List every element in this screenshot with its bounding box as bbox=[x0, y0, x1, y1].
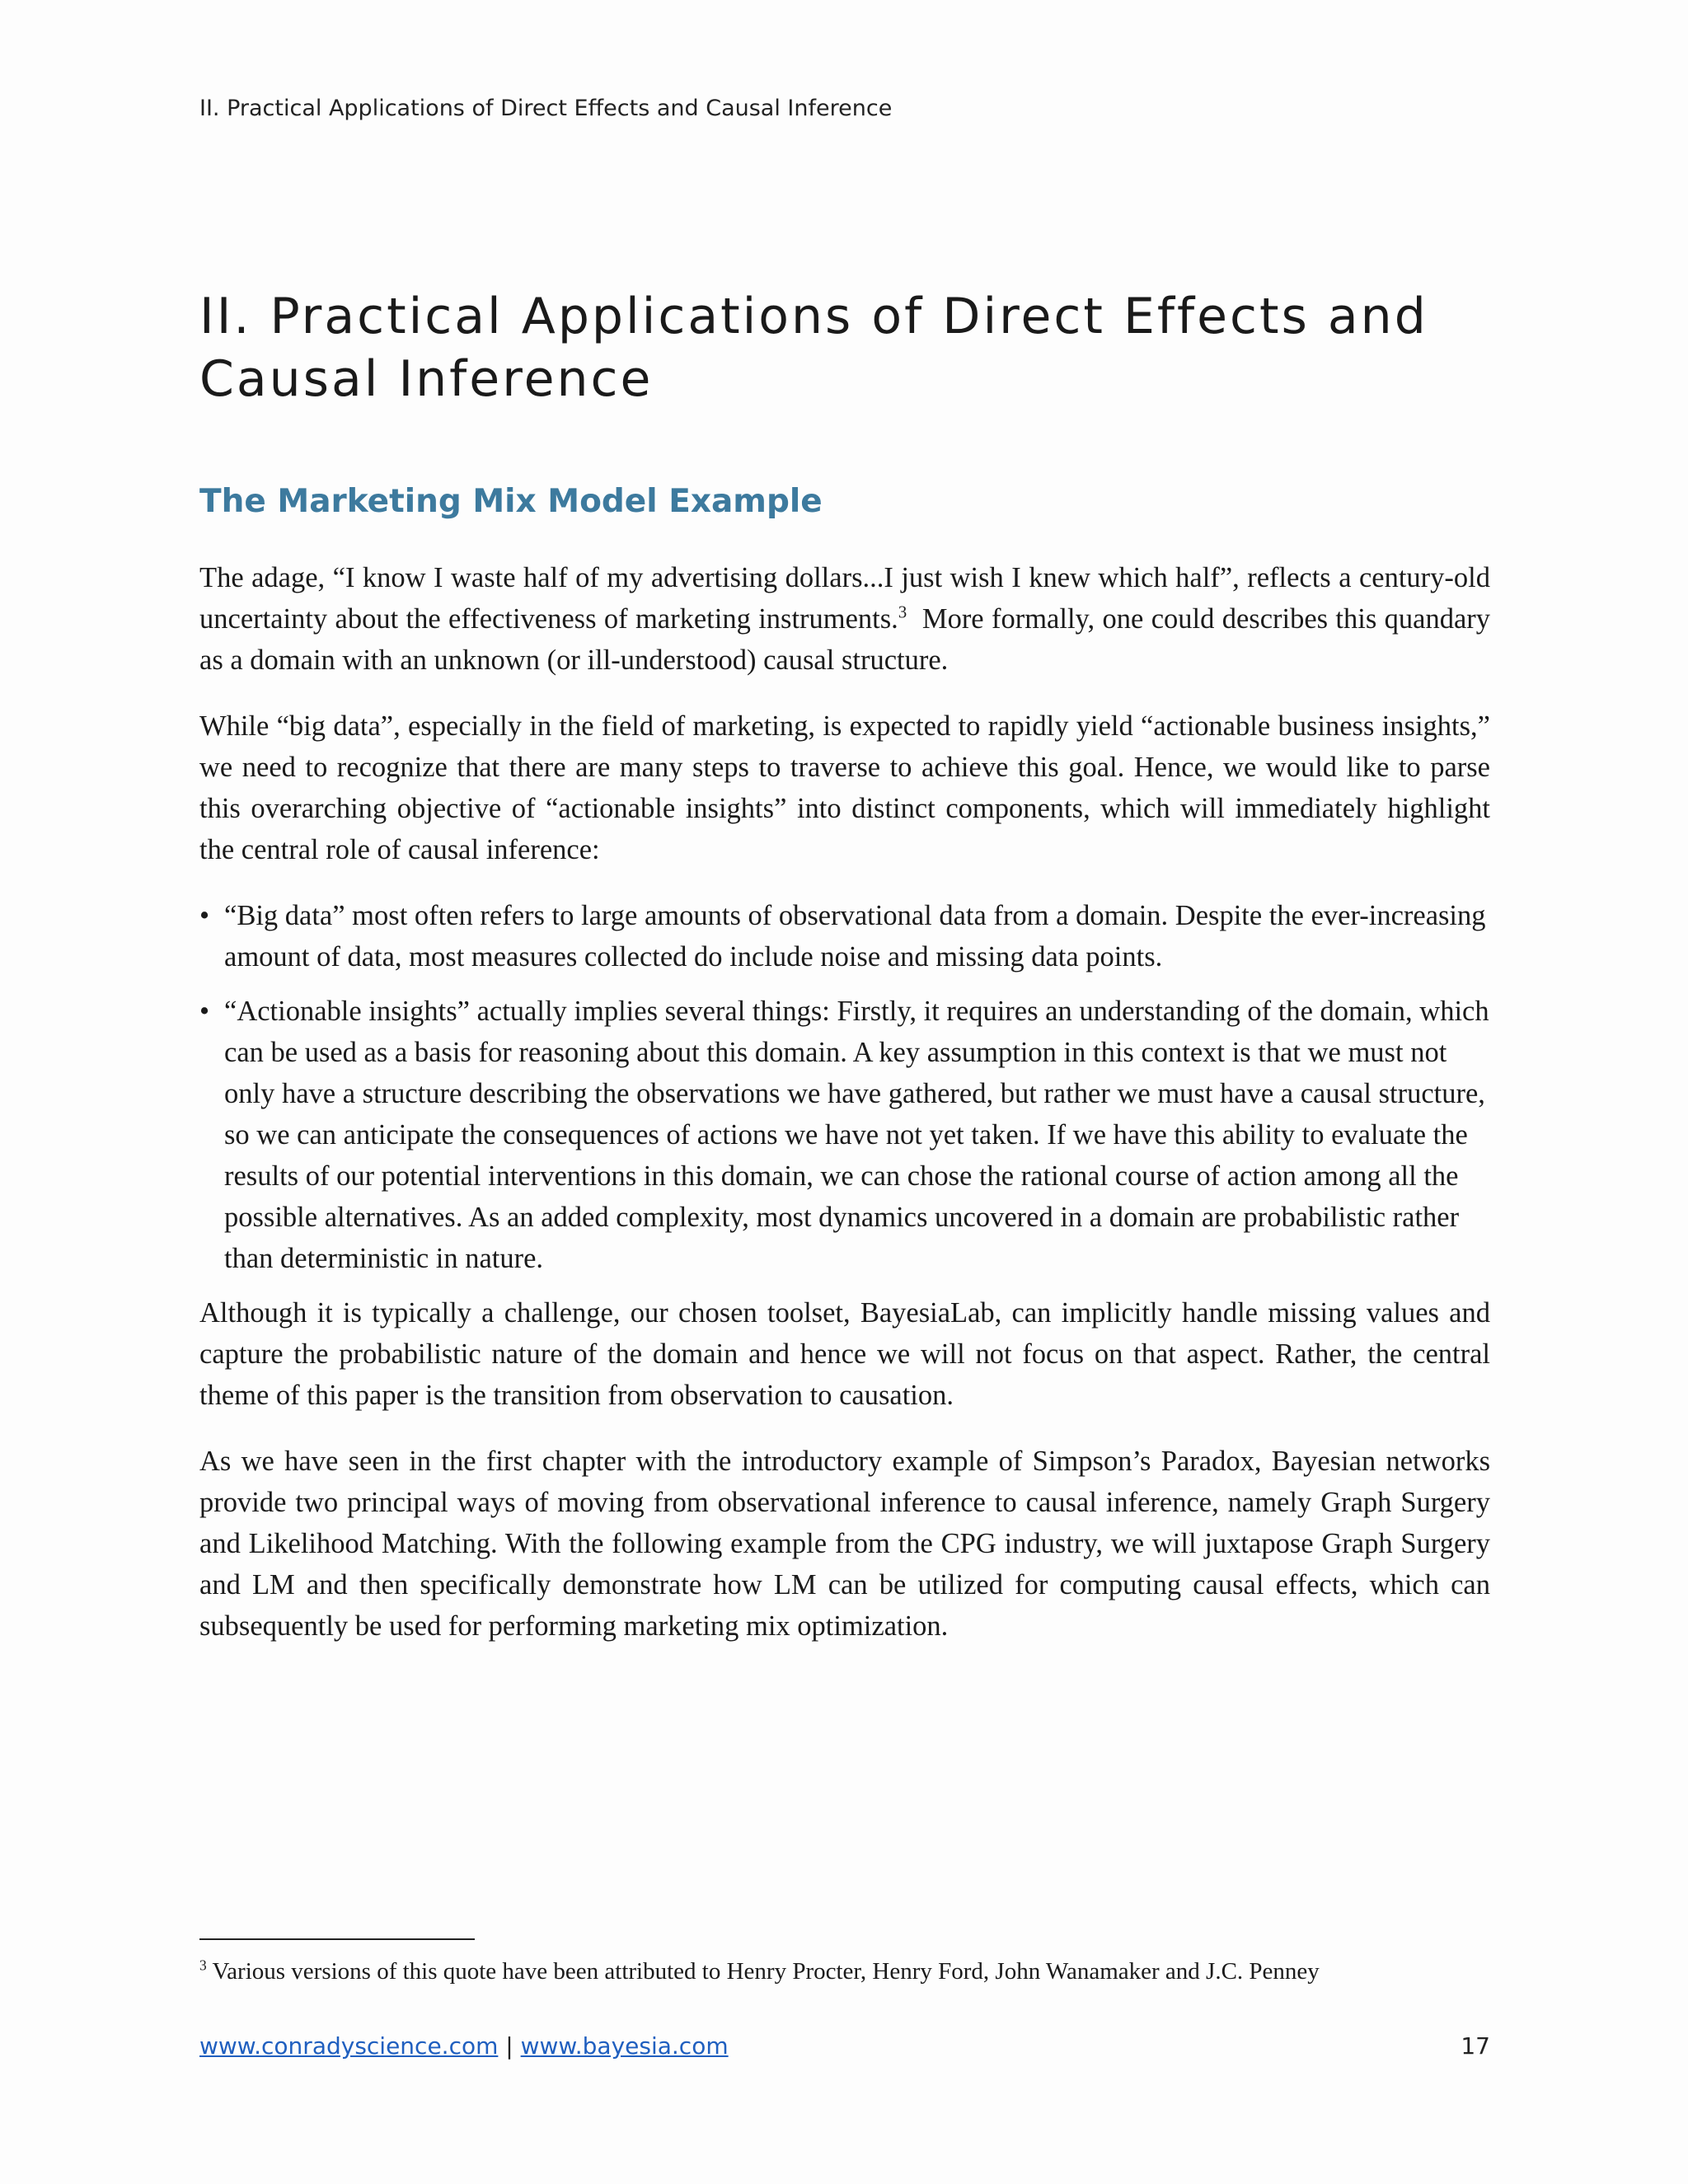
page-footer bbox=[199, 2032, 1490, 2060]
list-item-text: “Big data” most often refers to large amounts of observational data from a domain. Despite the ever-increasing amount of data, most measures collected do include noise and missing data points. bbox=[224, 900, 1486, 972]
bullet-list bbox=[199, 895, 1490, 1279]
list-item-text: “Actionable insights” actually implies several things: Firstly, it requires an understanding of the domain, which can be used as a basis for reasoning about this domain. A key assumption in this context is that we must not only have a structure describing the observations we have gathered, but rather we must have a causal structure, so we can anticipate the consequences of actions we have not yet taken. If we have this ability to evaluate the results of our potential interventions in this domain, we can chose the rational course of action among all the possible alternatives. As an added complexity, most dynamics uncovered in a domain are probabilistic rather than deterministic in nature. bbox=[224, 996, 1489, 1274]
running-header: II. Practical Applications of Direct Effects and Causal Inference bbox=[199, 96, 893, 121]
footnote-reference[interactable]: 3 bbox=[898, 603, 907, 622]
footer-link-bayesia[interactable]: www.bayesia.com bbox=[520, 2032, 729, 2060]
chapter-title: II. Practical Applications of Direct Effects and Causal Inference bbox=[199, 288, 1428, 408]
footnote-divider bbox=[199, 1938, 475, 1940]
paragraph-2: While “big data”, especially in the field of marketing, is expected to rapidly yield “actionable business insights,” we need to recognize that there are many steps to traverse to achieve this goal. Hence, we would like to parse this overarching objective of “actionable insights” into distinct components, which will immediately highlight the central role of causal inference: bbox=[199, 710, 1490, 865]
footnote bbox=[199, 1955, 1502, 1988]
paragraph-1-continuation: More formally, one could describes this quandary as a domain with an unknown (or ill-understood) causal structure. bbox=[199, 603, 1490, 676]
section-title: The Marketing Mix Model Example bbox=[199, 483, 823, 520]
body-text bbox=[199, 557, 1490, 1671]
bullet-icon: • bbox=[199, 996, 210, 1027]
paragraph-4: As we have seen in the first chapter with the introductory example of Simpson’s Paradox, Bayesian networks provide two principal ways of moving from observational inference to causal inference, namely Graph Surgery and Likelihood Matching. With the following example from the CPG industry, we will juxtapose Graph Surgery and LM and then specifically demonstrate how LM can be utilized for computing causal effects, which can subsequently be used for performing marketing mix optimization. bbox=[199, 1446, 1490, 1642]
paragraph-3: Although it is typically a challenge, our chosen toolset, BayesiaLab, can implicitly handle missing values and capture the probabilistic nature of the domain and hence we will not focus on that aspect. Rather, the central theme of this paper is the transition from observation to causation. bbox=[199, 1297, 1490, 1411]
footer-link-conradyscience[interactable]: www.conradyscience.com bbox=[199, 2032, 499, 2060]
paragraph-1-text: The adage, “I know I waste half of my advertising dollars...I just wish I knew which half”, reflects a century-old uncertainty about the effectiveness of marketing instruments. bbox=[199, 562, 1490, 635]
footnote-text: Various versions of this quote have been attributed to Henry Procter, Henry Ford, John Wanamaker and J.C. Penney bbox=[212, 1958, 1320, 1985]
list-item bbox=[199, 991, 1490, 1279]
bullet-icon: • bbox=[199, 900, 210, 931]
footer-separator: | bbox=[505, 2032, 513, 2060]
footnote-number: 3 bbox=[199, 1957, 207, 1974]
list-item bbox=[199, 895, 1490, 977]
page-number: 17 bbox=[1461, 2032, 1490, 2060]
paragraph-1 bbox=[199, 557, 1490, 681]
